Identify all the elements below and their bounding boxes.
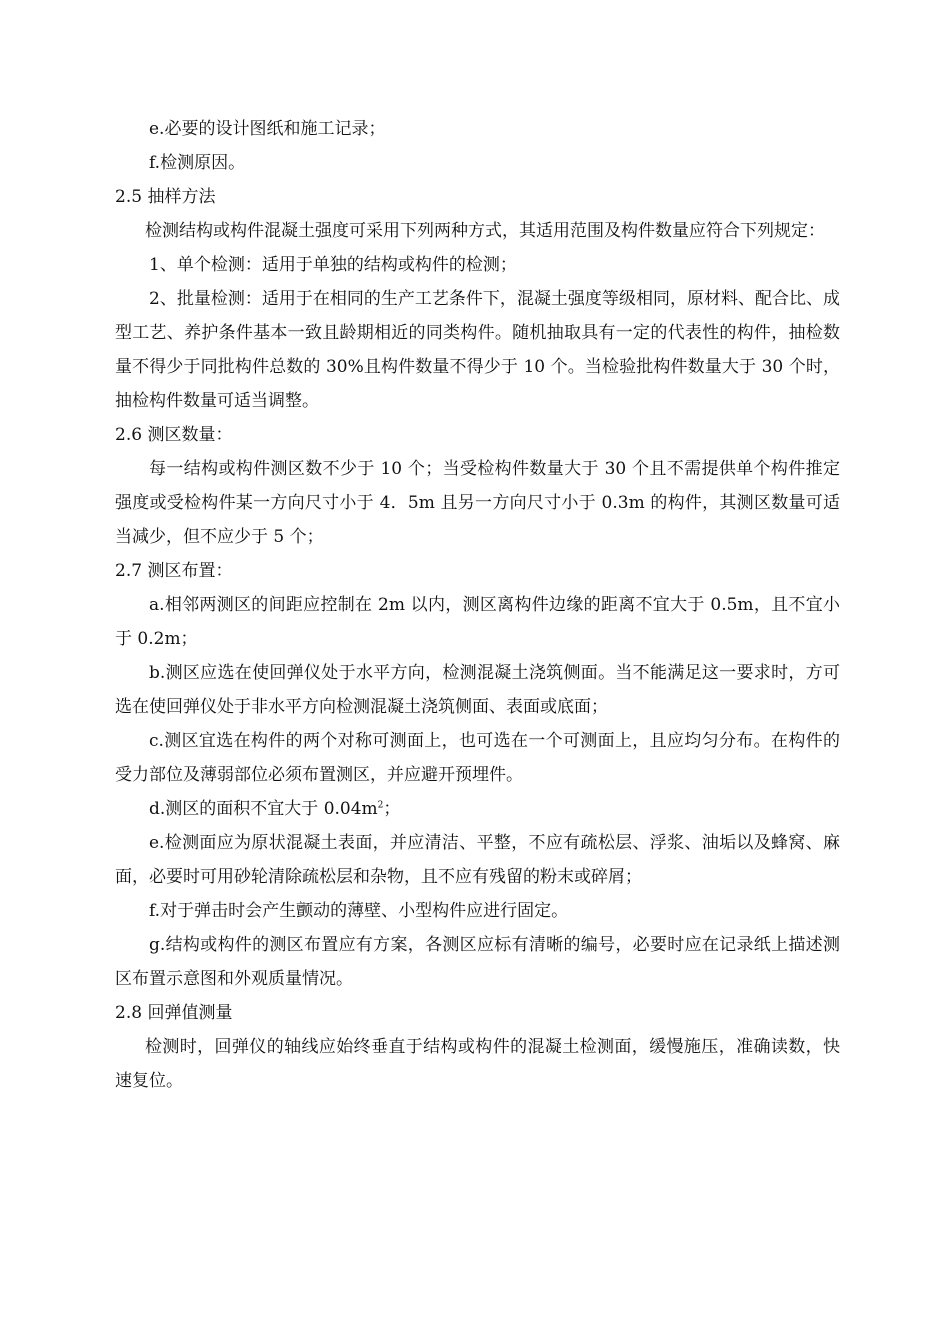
item-e-design-drawings: e.必要的设计图纸和施工记录； xyxy=(149,119,386,139)
paragraph-2-5-single-test: 1、单个检测：适用于单独的结构或构件的检测； xyxy=(149,255,517,275)
paragraph-2-5-batch-test: 2、批量检测：适用于在相同的生产工艺条件下，混凝土强度等级相同，原材料、配合比、成型工艺、养护条件基本一致且龄期相近的同类构件。随机抽取具有一定的代表性的构件，抽检数量不得少于同批构件总数的 30%且构件数量不得少于 10 个。当检验批构件数量大于 30 个时，抽检构件数量可适当调整。 xyxy=(115,289,840,411)
item-f-detection-reason: f.检测原因。 xyxy=(149,153,246,173)
paragraph-2-7-b: b.测区应选在使回弹仪处于水平方向，检测混凝土浇筑侧面。当不能满足这一要求时，方可选在使回弹仪处于非水平方向检测混凝土浇筑侧面、表面或底面； xyxy=(115,663,840,717)
section-heading-2-8: 2.8 回弹值测量 xyxy=(115,1003,233,1023)
paragraph-2-7-d-text: d.测区的面积不宜大于 0.04m xyxy=(149,799,378,819)
paragraph-2-7-g: g.结构或构件的测区布置应有方案，各测区应标有清晰的编号，必要时应在记录纸上描述测区布置示意图和外观质量情况。 xyxy=(115,935,840,989)
paragraph-2-7-a: a.相邻两测区的间距应控制在 2m 以内，测区离构件边缘的距离不宜大于 0.5m，且不宜小于 0.2m； xyxy=(115,595,840,649)
paragraph-2-7-f: f.对于弹击时会产生颤动的薄壁、小型构件应进行固定。 xyxy=(149,901,569,921)
document-body xyxy=(115,112,840,1098)
paragraph-2-8-measurement: 检测时，回弹仪的轴线应始终垂直于结构或构件的混凝土检测面，缓慢施压，准确读数，快速复位。 xyxy=(115,1037,840,1091)
paragraph-2-7-d-tail: ； xyxy=(383,799,401,819)
paragraph-2-5-intro: 检测结构或构件混凝土强度可采用下列两种方式，其适用范围及构件数量应符合下列规定： xyxy=(145,221,825,241)
paragraph-2-7-c: c.测区宜选在构件的两个对称可测面上，也可选在一个可测面上，且应均匀分布。在构件的受力部位及薄弱部位必须布置测区，并应避开预埋件。 xyxy=(115,731,840,785)
section-heading-2-7: 2.7 测区布置： xyxy=(115,561,233,581)
paragraph-2-7-d-superscript: 2 xyxy=(377,800,384,811)
paragraph-2-7-d xyxy=(115,792,840,826)
paragraph-2-6-zone-count: 每一结构或构件测区数不少于 10 个；当受检构件数量大于 30 个且不需提供单个构件推定强度或受检构件某一方向尺寸小于 4．5m 且另一方向尺寸小于 0.3m 的构件，其测区数量可适当减少，但不应少于 5 个； xyxy=(115,459,840,547)
paragraph-2-7-e: e.检测面应为原状混凝土表面，并应清洁、平整，不应有疏松层、浮浆、油垢以及蜂窝、麻面，必要时可用砂轮清除疏松层和杂物，且不应有残留的粉末或碎屑； xyxy=(115,833,840,887)
section-heading-2-6: 2.6 测区数量： xyxy=(115,425,233,445)
section-heading-2-5: 2.5 抽样方法 xyxy=(115,187,216,207)
